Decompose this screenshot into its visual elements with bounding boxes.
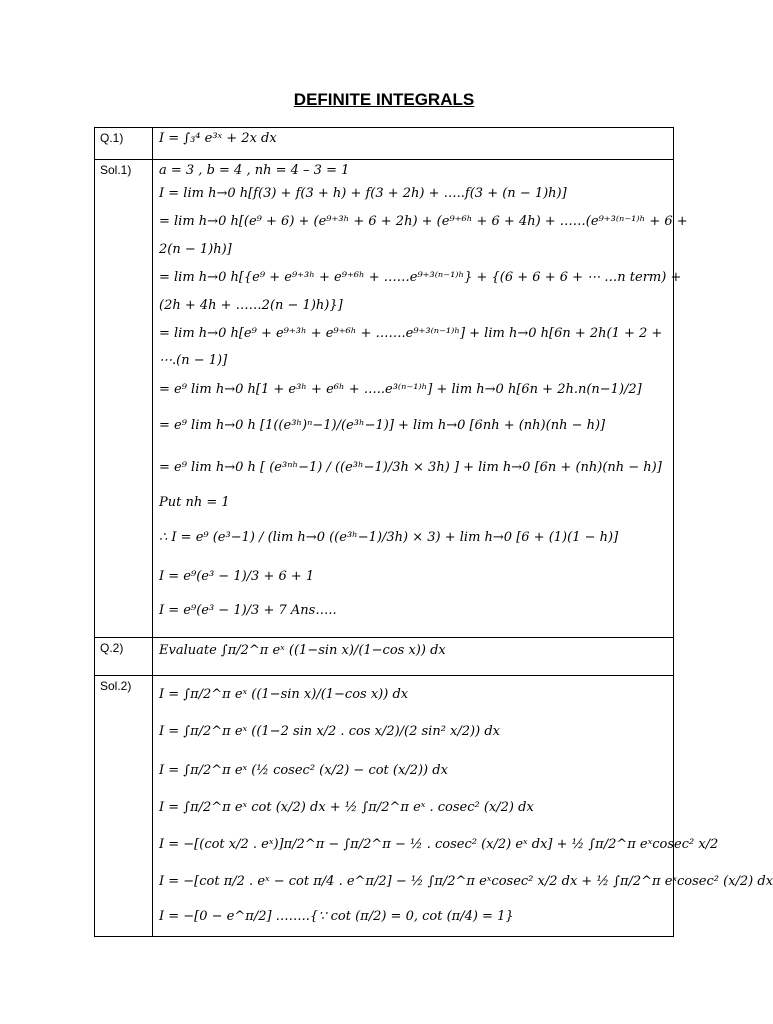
math-line: Put nh = 1 [159, 495, 230, 510]
table-row [95, 638, 674, 676]
row-label: Sol.1) [95, 160, 153, 638]
math-line: I = ∫π/2^π eˣ (½ cosec² (x/2) − cot (x/2)) dx [159, 763, 448, 778]
math-line: = e⁹ lim h→0 h [ (e³ⁿʰ−1) / ((e³ʰ−1)/3h × 3h) ] + lim h→0 [6n + (nh)(nh − h)] [159, 460, 662, 475]
math-line: a = 3 , b = 4 , nh = 4 – 3 = 1 [159, 163, 350, 178]
math-line: I = e⁹(e³ − 1)/3 + 7 Ans….. [159, 603, 337, 618]
math-line: Evaluate ∫π/2^π eˣ ((1−sin x)/(1−cos x)) dx [159, 643, 446, 658]
table-row [95, 676, 674, 937]
row-label: Q.1) [95, 128, 153, 160]
math-line: = lim h→0 h[{e⁹ + e⁹⁺³ʰ + e⁹⁺⁶ʰ + ……e⁹⁺³⁽ⁿ⁻¹⁾ʰ} + {(6 + 6 + 6 + ⋯ …n term) + [159, 270, 682, 285]
solution-cell [153, 676, 773, 937]
math-line: = lim h→0 h[(e⁹ + 6) + (e⁹⁺³ʰ + 6 + 2h) + (e⁹⁺⁶ʰ + 6 + 4h) + ……(e⁹⁺³⁽ⁿ⁻¹⁾ʰ + 6 + [159, 214, 688, 229]
solution-cell [153, 160, 688, 638]
math-line: ⋯.(n − 1)] [159, 353, 228, 368]
math-line: I = ∫π/2^π eˣ ((1−2 sin x/2 . cos x/2)/(2 sin² x/2)) dx [159, 724, 500, 739]
math-line: (2h + 4h + ……2(n − 1)h)}] [159, 298, 343, 313]
math-line: I = ∫π/2^π eˣ cot (x/2) dx + ½ ∫π/2^π eˣ . cosec² (x/2) dx [159, 800, 534, 815]
math-line: I = −[(cot x/2 . eˣ)]π/2^π − ∫π/2^π − ½ . cosec² (x/2) eˣ dx] + ½ ∫π/2^π eˣcosec² x/2 [159, 837, 719, 852]
question-cell [153, 638, 674, 676]
math-line: I = −[0 − e^π/2] ……..{∵ cot (π/2) = 0, cot (π/4) = 1} [159, 909, 514, 924]
math-line: 2(n − 1)h)] [159, 242, 232, 257]
document-title: DEFINITE INTEGRALS [293, 90, 475, 109]
table-row [95, 128, 674, 160]
math-line: I = ∫π/2^π eˣ ((1−sin x)/(1−cos x)) dx [159, 687, 409, 702]
row-label: Sol.2) [95, 676, 153, 937]
math-line: I = ∫₃⁴ e³ˣ + 2x dx [159, 131, 277, 146]
math-line: = e⁹ lim h→0 h[1 + e³ʰ + e⁶ʰ + …..e³⁽ⁿ⁻¹⁾ʰ] + lim h→0 h[6n + 2h.n(n−1)/2] [159, 382, 642, 397]
math-line: I = lim h→0 h[f(3) + f(3 + h) + f(3 + 2h) + …..f(3 + (n − 1)h)] [159, 186, 567, 201]
math-line: = lim h→0 h[e⁹ + e⁹⁺³ʰ + e⁹⁺⁶ʰ + …….e⁹⁺³⁽ⁿ⁻¹⁾ʰ] + lim h→0 h[6n + 2h(1 + 2 + [159, 326, 663, 341]
qa-table [94, 127, 773, 937]
math-line: I = −[cot π/2 . eˣ − cot π/4 . e^π/2] − ½ ∫π/2^π eˣcosec² x/2 dx + ½ ∫π/2^π eˣcosec² (x/2) dx [159, 874, 773, 889]
math-line: = e⁹ lim h→0 h [1((e³ʰ)ⁿ−1)/(e³ʰ−1)] + lim h→0 [6nh + (nh)(nh − h)] [159, 418, 606, 433]
table-row [95, 160, 674, 638]
row-label: Q.2) [95, 638, 153, 676]
math-line: I = e⁹(e³ − 1)/3 + 6 + 1 [159, 569, 315, 584]
math-line: ∴ I = e⁹ (e³−1) / (lim h→0 ((e³ʰ−1)/3h) × 3) + lim h→0 [6 + (1)(1 − h)] [159, 530, 619, 545]
question-cell [153, 128, 674, 160]
